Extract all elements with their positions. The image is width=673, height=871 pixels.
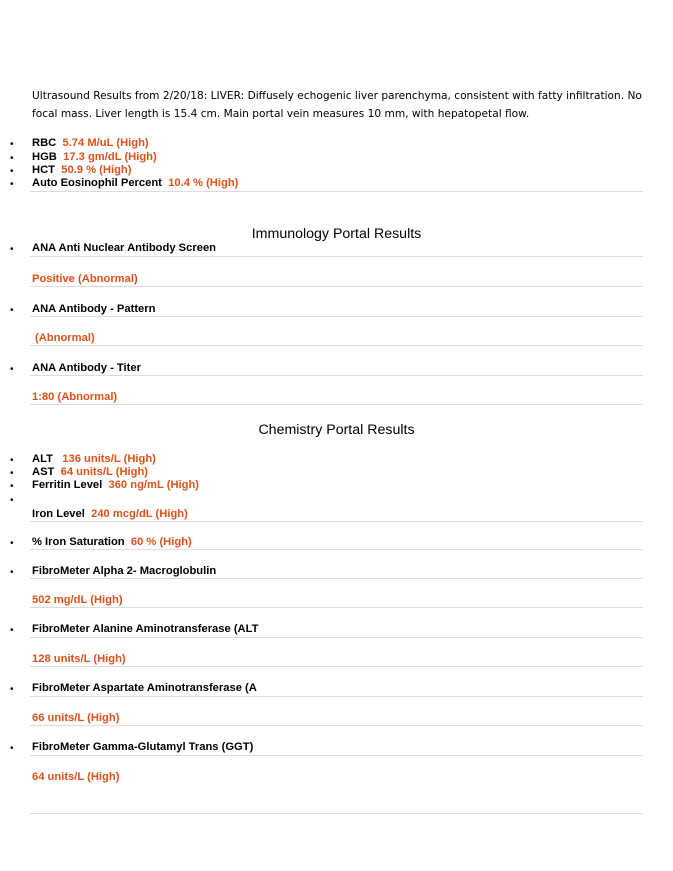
blood-item-rbc (32, 137, 149, 150)
ast-result (32, 466, 148, 479)
divider (30, 256, 643, 257)
result-value: 5.74 M/uL (High) (62, 137, 149, 149)
fibrometer-alt-value: 128 units/L (High) (32, 653, 126, 665)
result-value: 50.9 % (High) (61, 164, 132, 176)
ana-titer-value: 1:80 (Abnormal) (32, 391, 118, 403)
divider (30, 191, 643, 192)
result-value: 60 % (High) (130, 536, 192, 548)
ana-pattern-value: (Abnormal) (35, 332, 95, 344)
blood-item-eosinophil (32, 177, 238, 190)
immunology-heading: Immunology Portal Results (251, 226, 422, 242)
divider (30, 813, 643, 814)
ana-screen-value: Positive (Abnormal) (32, 273, 138, 285)
list-bullet: • (10, 166, 14, 177)
divider (30, 666, 643, 667)
list-bullet: • (10, 364, 14, 375)
list-bullet: • (10, 481, 14, 492)
list-bullet: • (10, 538, 14, 549)
result-value: 360 ng/mL (High) (108, 479, 200, 491)
ultrasound-results: Ultrasound Results from 2/20/18: LIVER: Diffusely echogenic liver parenchyma, consistent with fatty infiltration. No focal mass. Liver length is 15.4 cm. Main portal vein measures 10 mm, with hepatopetal flow. (32, 90, 642, 120)
list-bullet: • (10, 743, 14, 754)
divider (30, 521, 643, 522)
result-label: Ferritin Level (32, 479, 103, 491)
divider (30, 286, 643, 287)
list-bullet: • (10, 305, 14, 316)
result-label: AST (32, 466, 55, 478)
divider (30, 725, 643, 726)
result-label: HCT (32, 164, 55, 176)
divider (30, 404, 643, 405)
divider (30, 549, 643, 550)
result-value: 64 units/L (High) (60, 466, 149, 478)
result-value: 136 units/L (High) (62, 453, 156, 465)
fibrometer-ggt-label: FibroMeter Gamma-Glutamyl Trans (GGT) (32, 741, 254, 753)
result-label: Iron Level (32, 508, 85, 520)
list-bullet: • (10, 153, 14, 164)
divider (30, 375, 643, 376)
divider (30, 637, 643, 638)
fibrometer-a2m-label: FibroMeter Alpha 2- Macroglobulin (32, 565, 217, 577)
result-label: % Iron Saturation (32, 536, 125, 548)
result-label: Auto Eosinophil Percent (32, 177, 162, 189)
chemistry-heading: Chemistry Portal Results (258, 422, 415, 438)
list-bullet: • (10, 139, 14, 150)
alt-result (32, 453, 156, 466)
ana-screen-label: ANA Anti Nuclear Antibody Screen (32, 242, 216, 254)
fibrometer-ast-label: FibroMeter Aspartate Aminotransferase (A (32, 682, 257, 694)
result-label: ALT (32, 453, 53, 465)
list-bullet: • (10, 684, 14, 695)
fibrometer-ast-value: 66 units/L (High) (32, 712, 120, 724)
divider (30, 578, 643, 579)
iron-saturation-result (32, 536, 192, 549)
list-bullet: • (10, 495, 14, 506)
fibrometer-a2m-value: 502 mg/dL (High) (32, 594, 123, 606)
list-bullet: • (10, 244, 14, 255)
list-bullet: • (10, 468, 14, 479)
fibrometer-ggt-value: 64 units/L (High) (32, 771, 120, 783)
result-value: 17.3 gm/dL (High) (63, 151, 157, 163)
divider (30, 607, 643, 608)
blood-item-hct (32, 164, 131, 177)
list-bullet: • (10, 455, 14, 466)
result-value: 10.4 % (High) (168, 177, 239, 189)
divider (30, 345, 643, 346)
divider (30, 755, 643, 756)
fibrometer-alt-label: FibroMeter Alanine Aminotransferase (ALT (32, 623, 259, 635)
ana-titer-label: ANA Antibody - Titer (32, 362, 141, 374)
ana-pattern-label: ANA Antibody - Pattern (32, 303, 156, 315)
blood-item-hgb (32, 151, 157, 164)
result-label: RBC (32, 137, 57, 149)
divider (30, 316, 643, 317)
result-value: 240 mcg/dL (High) (91, 508, 188, 520)
divider (30, 696, 643, 697)
list-bullet: • (10, 625, 14, 636)
ferritin-result (32, 479, 199, 492)
list-bullet: • (10, 567, 14, 578)
list-bullet: • (10, 179, 14, 190)
result-label: HGB (32, 151, 57, 163)
iron-level-result (32, 508, 188, 521)
